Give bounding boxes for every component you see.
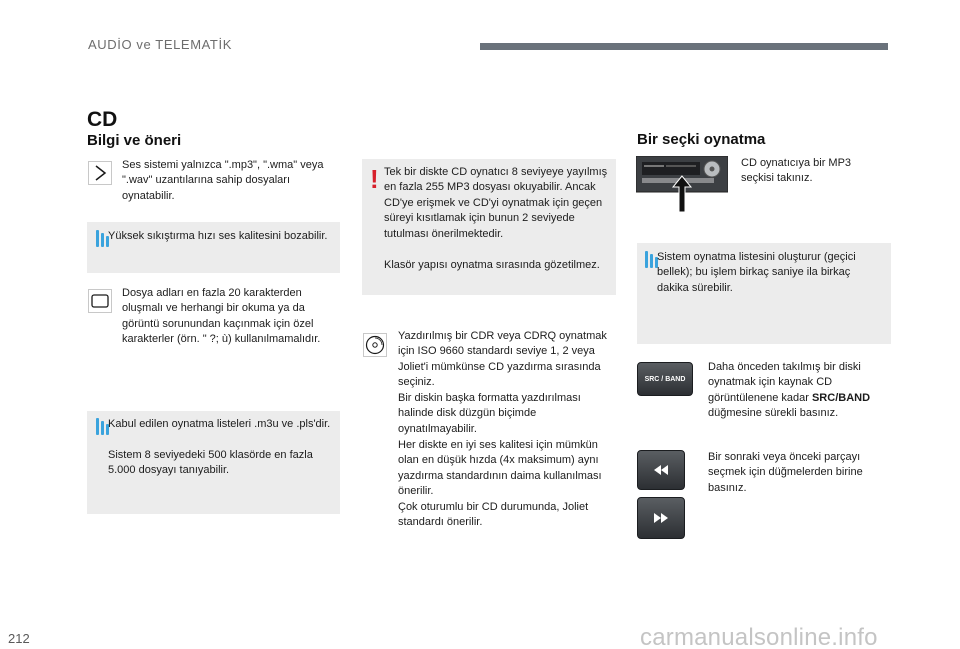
left-subtitle: Bilgi ve öneri (87, 132, 182, 149)
tip-playlists-line2: Sistem 8 seviyedeki 500 klasörde en fazla 5.000 dosyayı tanıyabilir. (108, 449, 313, 477)
tip-playlists-line1: Kabul edilen oynatma listeleri .m3u ve .pls'dir. (108, 418, 331, 430)
track-select-text: Bir sonraki veya önceki parçayı seçmek için düğmelerden birine basınız. (708, 451, 863, 494)
src-band-text-b: düğmesine sürekli basınız. (708, 407, 839, 420)
forward-icon (637, 497, 685, 539)
cdr-multisession-text: Çok oturumlu bir CD durumunda, Joliet standardı önerilir. (398, 501, 589, 529)
cd-player-illustration (636, 156, 728, 214)
src-band-text-a: Daha önceden takılmış bir diski oynatmak için kaynak CD görüntülenene kadar (708, 361, 861, 404)
note-formats: Ses sistemi yalnızca ".mp3", ".wma" veya ".wav" uzantılarına sahip dosyaları oynatabilir. (122, 159, 324, 202)
warning-levels-text: Tek bir diskte CD oynatıcı 8 seviyeye yayılmış en fazla 255 MP3 dosyası okuyabilir. Ancak CD'ye erişmek ve CD'yi oynatmak için geçen süreyi kısıtlamak için bunun 2 seviyede tutulması önerilmektedir. (384, 166, 608, 240)
cd-disc-icon (363, 333, 387, 357)
section-title: CD (87, 108, 118, 131)
warning-folder-text: Klasör yapısı oynatma sırasında gözetilmez. (384, 259, 600, 271)
exclamation-icon: ! (370, 164, 379, 194)
cdr-format-text: Bir diskin başka formatta yazdırılması halinde disk düzgün biçimde oynatılmayabilir. (398, 392, 581, 435)
src-band-instruction (708, 360, 888, 422)
cdr-speed-text: Her diskte en iyi ses kalitesi için mümkün olan en düşük hızda (4x maksimum) aynı yazdırma standardının daima kullanılması önerilir. (398, 439, 602, 498)
src-band-button (637, 362, 693, 396)
right-subtitle: Bir seçki oynatma (637, 131, 766, 148)
note-filenames: Dosya adları en fazla 20 karakterden oluşmalı ve herhangi bir okuma ya da görüntü sorunundan kaçınmak için özel karakterler (örn. " ?; ù) kullanılmamalıdır. (122, 287, 321, 346)
play-triangle-icon (88, 161, 112, 185)
page-number: 212 (8, 631, 30, 646)
rewind-icon (637, 450, 685, 490)
header-divider (480, 43, 888, 50)
cdr-iso-text: Yazdırılmış bir CDR veya CDRQ oynatmak için ISO 9660 standardı seviye 1, 2 veya Joliet'i mümkünse CD yazdırma sırasında seçiniz. (398, 330, 607, 389)
tip-compression-text: Yüksek sıkıştırma hızı ses kalitesini bozabilir. (108, 230, 328, 242)
src-band-text-bold: SRC/BAND (811, 391, 871, 404)
insert-cd-text: CD oynatıcıya bir MP3 seçkisi takınız. (741, 157, 852, 185)
tip-playlist-build-text: Sistem oynatma listesini oluşturur (geçici bellek); bu işlem birkaç saniye ila birkaç dakika sürebilir. (657, 251, 856, 294)
chapter-title: AUDİO ve TELEMATİK (88, 37, 232, 52)
screen-icon (88, 289, 112, 313)
src-band-label: SRC / BAND (644, 375, 686, 383)
watermark: carmanualsonline.info (640, 624, 878, 649)
